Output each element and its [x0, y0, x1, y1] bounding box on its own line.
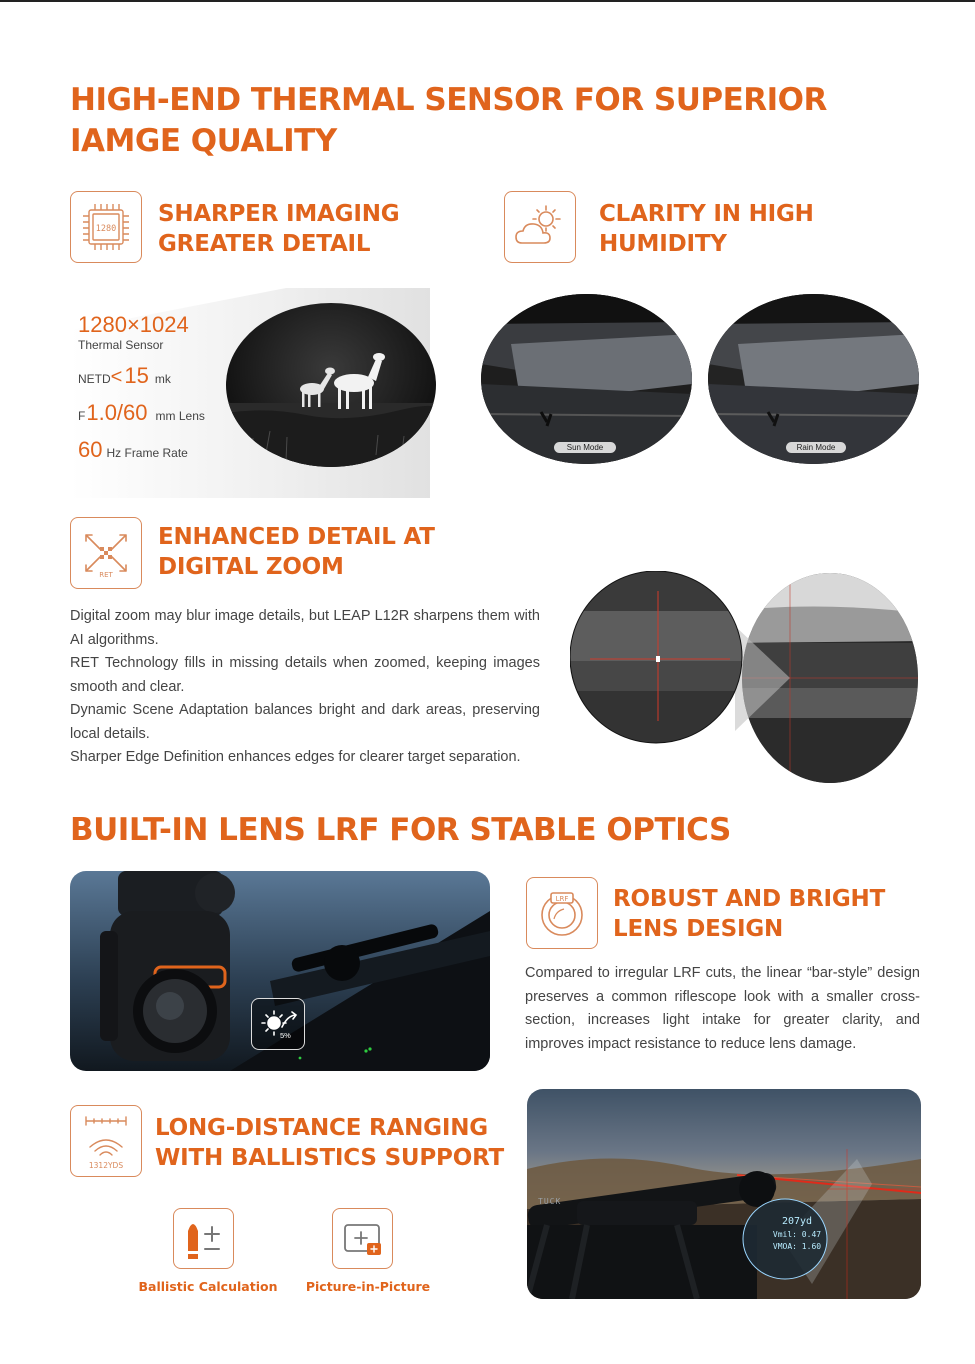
ranging-icon-label: 1312YDS: [88, 1161, 124, 1170]
spec-lens-prefix: F: [78, 409, 86, 423]
feature-sharper-title-line2: GREATER DETAIL: [158, 231, 371, 257]
feature-ranging-title: [155, 1113, 515, 1173]
picture-in-picture-label: Picture-in-Picture: [305, 1279, 431, 1294]
feature-sharper-title: [158, 199, 478, 259]
chip-label: 1280: [95, 224, 117, 234]
feature-zoom-description: [70, 605, 540, 770]
ranging-readout: [767, 1215, 827, 1253]
brightness-percent: 5%: [280, 1031, 291, 1040]
rain-mode-image: [708, 294, 919, 464]
spec-frame-unit: Hz Frame Rate: [106, 446, 188, 460]
cloud-sun-icon: [504, 191, 576, 263]
rain-mode-label: Rain Mode: [786, 442, 846, 453]
feature-zoom-title-line2: DIGITAL ZOOM: [158, 554, 344, 580]
feature-clarity-title-line2: HUMIDITY: [599, 231, 727, 257]
scope-brand: TUCK: [538, 1197, 562, 1206]
lrf-icon-label: LRF: [555, 895, 569, 903]
feature-ranging-title-line1: LONG-DISTANCE RANGING: [155, 1115, 488, 1141]
spec-netd-unit: mk: [154, 372, 171, 386]
spec-sensor-label: Thermal Sensor: [78, 338, 164, 352]
feature-sharper-title-line1: SHARPER IMAGING: [158, 201, 400, 227]
sun-mode-label: Sun Mode: [554, 442, 616, 453]
feature-lens-description: Compared to irregular LRF cuts, the linear “bar-style” design preserves a common riflescope look with a smaller cross-section, increases light intake for greater clarity, and improves impact resistance to reduce lens damage.: [525, 965, 920, 1052]
ranging-1312yds-icon: [70, 1105, 142, 1177]
lrf-scope-photo: [70, 871, 490, 1071]
feature-zoom-title-line1: ENHANCED DETAIL AT: [158, 524, 435, 550]
zoom-paragraph-4: Sharper Edge Definition enhances edges for clearer target separation.: [70, 749, 521, 765]
ballistic-calculation-label: Ballistic Calculation: [138, 1279, 278, 1294]
zoom-paragraph-3: Dynamic Scene Adaptation balances bright and dark areas, preserving local details.: [70, 702, 540, 742]
spec-resolution: 1280×1024: [78, 312, 189, 337]
spec-netd-value: 15: [124, 363, 149, 388]
zoom-comparison-image: [570, 571, 920, 786]
top-border-line: [0, 0, 975, 2]
spec-lens-value: 1.0/60: [86, 400, 148, 425]
spec-netd-lt: <: [110, 366, 123, 388]
chip-1280-icon: [70, 191, 142, 263]
lrf-lens-icon: [526, 877, 598, 949]
spec-netd-prefix: NETD: [78, 372, 111, 386]
page-title: [70, 80, 950, 162]
spec-frame-rate: [78, 438, 268, 465]
feature-lens-title: [613, 884, 933, 944]
bullet-plus-minus-icon: [173, 1208, 234, 1269]
zoom-paragraph-2: RET Technology fills in missing details when zoomed, keeping images smooth and clear.: [70, 655, 540, 695]
page-title-line2: IAMGE QUALITY: [70, 123, 337, 159]
feature-lens-title-line1: ROBUST AND BRIGHT: [613, 886, 886, 912]
ret-zoom-icon: [70, 517, 142, 589]
feature-zoom-title: [158, 522, 518, 582]
brightness-adjust-icon: [251, 998, 305, 1050]
section2-title: BUILT-IN LENS LRF FOR STABLE OPTICS: [70, 812, 731, 848]
spec-frame-value: 60: [78, 437, 103, 462]
readout-vmil: Vmil: 0.47: [772, 1230, 822, 1239]
ranging-scope-photo: [527, 1089, 921, 1299]
readout-vmoa: VMOA: 1.60: [772, 1242, 822, 1251]
feature-lens-title-line2: LENS DESIGN: [613, 916, 784, 942]
feature-clarity-title-line1: CLARITY IN HIGH: [599, 201, 814, 227]
feature-ranging-title-line2: WITH BALLISTICS SUPPORT: [155, 1145, 505, 1171]
zoom-paragraph-1: Digital zoom may blur image details, but LEAP L12R sharpens them with AI algorithms.: [70, 608, 540, 648]
spec-lens-unit: mm Lens: [155, 409, 205, 423]
picture-in-picture-icon: [332, 1208, 393, 1269]
page-title-line1: HIGH-END THERMAL SENSOR FOR SUPERIOR: [70, 82, 827, 118]
readout-distance: 207yd: [781, 1216, 813, 1227]
thermal-deer-image: [226, 303, 436, 467]
feature-clarity-title: [599, 199, 899, 259]
sun-mode-image: [481, 294, 692, 464]
ret-icon-label: RET: [99, 571, 113, 579]
